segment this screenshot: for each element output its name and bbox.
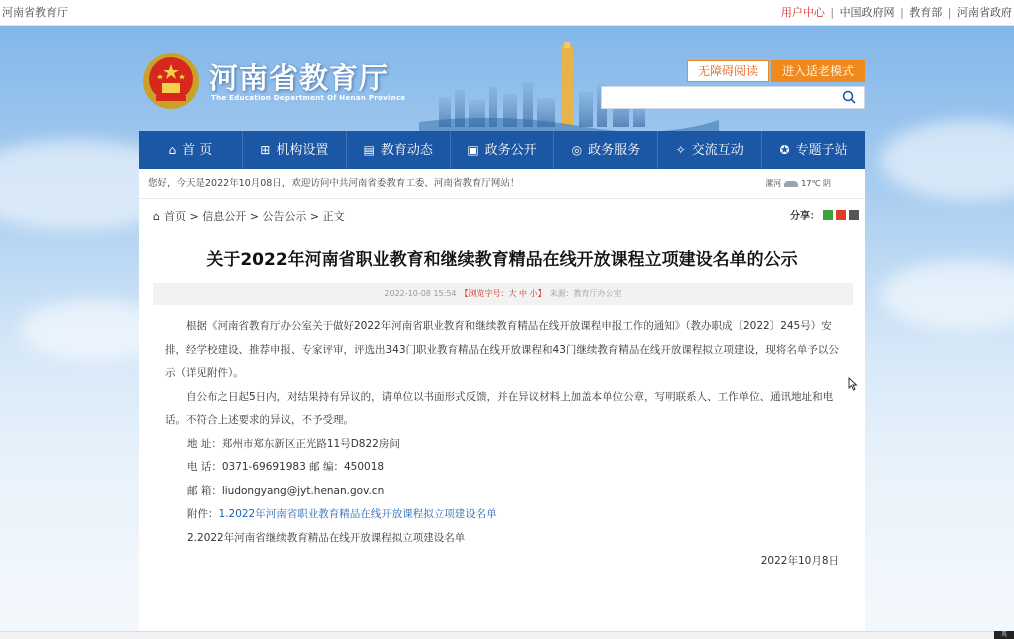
welcome-bar <box>139 169 865 199</box>
weather-city: 漯河 <box>765 179 782 188</box>
article-body <box>139 305 865 574</box>
weather-temp: 17℃ 阴 <box>801 179 831 188</box>
accessible-reading-button[interactable]: 无障碍阅读 <box>687 60 769 82</box>
article-date: 2022年10月8日 <box>760 555 839 567</box>
nav-item-label: 政务服务 <box>588 143 641 158</box>
nav-item-home[interactable] <box>139 131 243 169</box>
nav-item-topic[interactable] <box>762 131 865 169</box>
search-icon[interactable] <box>842 90 856 104</box>
attachment-line <box>165 527 839 551</box>
nav-item-label: 政务公开 <box>484 143 537 158</box>
print-icon[interactable] <box>849 210 859 220</box>
nav-item-label: 交流互动 <box>691 143 744 158</box>
breadcrumb-notice[interactable]: 公告公示 <box>262 210 307 223</box>
site-title[interactable]: 河南省教育厅 <box>209 61 390 95</box>
nav-item-label: 教育动态 <box>380 143 433 158</box>
nav-item-service[interactable] <box>554 131 658 169</box>
weibo-share-icon[interactable] <box>836 210 846 220</box>
site-label: 河南省教育厅 <box>2 6 68 19</box>
attachment-link[interactable]: 2.2022年河南省继续教育精品在线开放课程拟立项建设名单 <box>187 531 466 544</box>
content-panel <box>139 169 865 639</box>
site-header <box>139 26 865 131</box>
article-meta <box>153 283 853 305</box>
separator: | <box>830 6 835 19</box>
nav-item-label: 专题子站 <box>795 143 848 158</box>
background-cloud <box>880 120 1014 200</box>
contact-phone: 电 话：0371-69691983 邮 编：450018 <box>187 461 385 473</box>
nav-item-org[interactable] <box>243 131 347 169</box>
breadcrumb-current: 正文 <box>322 210 345 223</box>
weather-widget <box>765 169 831 199</box>
contact-address: 地 址：郑州市郑东新区正光路11号D822房间 <box>187 437 400 450</box>
breadcrumb-separator: > <box>185 210 203 223</box>
page-footer-strip <box>0 631 1014 639</box>
meta-date: 2022-10-08 15:54 <box>384 289 457 298</box>
nav-item-interact[interactable] <box>658 131 762 169</box>
share-bar <box>790 199 859 235</box>
moe-link[interactable]: 教育部 <box>909 6 943 19</box>
henan-gov-link[interactable]: 河南省政府 <box>957 6 1012 19</box>
top-links <box>781 0 1012 26</box>
nav-item-label: 机构设置 <box>276 143 329 158</box>
welcome-text: 您好，今天是2022年10月08日，欢迎访问中共河南省委教育工委、河南省教育厅网站！ <box>148 178 520 189</box>
home-icon: ⌂ <box>168 143 177 157</box>
gov-portal-link[interactable]: 中国政府网 <box>839 6 895 19</box>
separator: | <box>947 6 952 19</box>
attachment-label: 附件： <box>187 508 219 520</box>
font-size-switcher[interactable]: 【浏览字号：大 中 小】 <box>460 289 546 298</box>
elder-mode-button[interactable]: 进入适老模式 <box>771 60 865 82</box>
cloud-icon <box>784 181 798 187</box>
breadcrumb-info[interactable]: 信息公开 <box>202 210 247 223</box>
service-icon: ◎ <box>571 143 583 157</box>
article-title: 关于2022年河南省职业教育和继续教育精品在线开放课程立项建设名单的公示 <box>206 250 798 270</box>
main-container <box>139 26 865 567</box>
org-icon: ⊞ <box>260 143 271 157</box>
separator: | <box>900 6 904 19</box>
home-icon: ⌂ <box>153 210 160 223</box>
site-title-english: The Education Department Of Henan Province <box>211 94 406 102</box>
breadcrumb-separator: > <box>246 210 263 223</box>
topic-icon: ✪ <box>779 143 790 157</box>
paragraph: 根据《河南省教育厅办公室关于做好2022年河南省职业教育和继续教育精品在线开放课程申报工作的通知》（教办职成〔2022〕245号）安排，经学校建设、推荐申报、专家评审，评选出343门职业教育精品在线开放课程和43门继续教育精品在线开放课程拟立项建设，现将名单予以公示（详见附件）。 <box>165 320 839 379</box>
nav-item-gov-open[interactable] <box>451 131 555 169</box>
share-label: 分享： <box>790 211 820 222</box>
contact-email: 邮 箱：liudongyang@jyt.henan.gov.cn <box>187 484 385 497</box>
paragraph: 自公布之日起5日内，对结果持有异议的，请单位以书面形式反馈，并在异议材料上加盖本单位公章，写明联系人、工作单位、通讯地址和电话。不符合上述要求的异议，不予受理。 <box>165 390 834 426</box>
user-center-link[interactable]: 用户中心 <box>780 6 825 19</box>
breadcrumb <box>139 199 865 235</box>
top-utility-bar <box>0 0 1014 26</box>
ime-indicator: 英 <box>994 631 1014 639</box>
meta-source: 来源：教育厅办公室 <box>549 289 622 298</box>
breadcrumb-home[interactable]: 首页 <box>163 210 186 223</box>
gov-open-icon: ▣ <box>467 143 479 157</box>
news-icon: ▤ <box>363 143 375 157</box>
wechat-share-icon[interactable] <box>823 210 833 220</box>
national-emblem-icon <box>142 52 200 110</box>
interact-icon: ✧ <box>675 143 686 157</box>
attachment-link[interactable]: 1.2022年河南省职业教育精品在线开放课程拟立项建设名单 <box>218 508 497 520</box>
nav-item-label: 首 页 <box>182 143 213 158</box>
nav-item-news[interactable] <box>347 131 451 169</box>
search-box[interactable] <box>601 86 865 109</box>
main-nav <box>139 131 865 169</box>
attachment-line <box>165 503 839 527</box>
background-cloud <box>880 260 1014 330</box>
breadcrumb-separator: > <box>306 210 323 223</box>
mouse-cursor-icon <box>848 377 858 391</box>
